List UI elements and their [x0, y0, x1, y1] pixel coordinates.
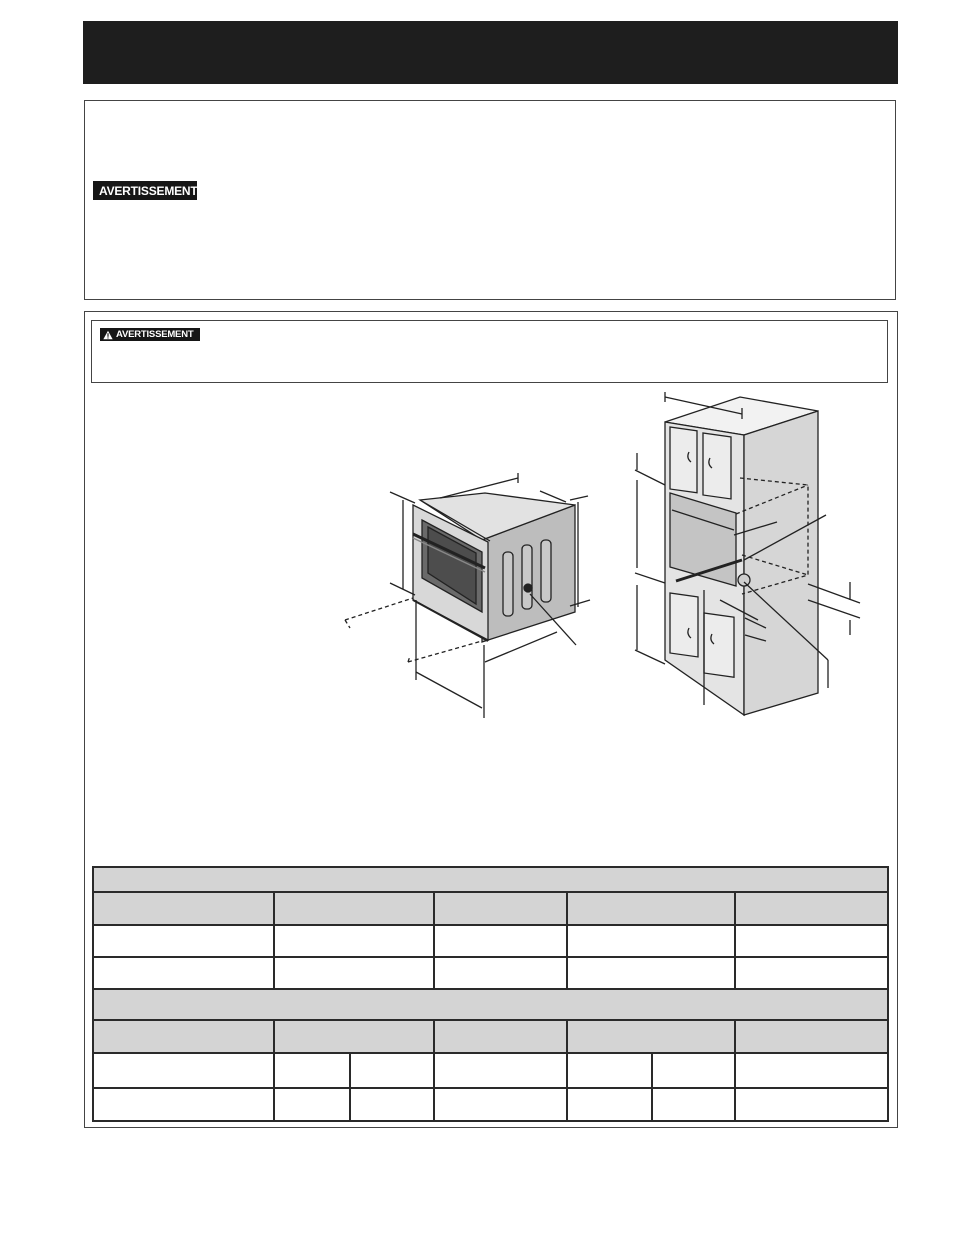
table-section-header — [92, 866, 889, 893]
table-cell — [736, 1089, 889, 1122]
table-row — [92, 958, 889, 990]
table-cell — [275, 926, 435, 958]
warning-badge-1 — [93, 181, 197, 200]
oven-figure — [345, 473, 590, 718]
cabinet-figure — [635, 392, 860, 715]
table-cell — [92, 958, 275, 990]
table-cell — [653, 1089, 736, 1122]
table-cell — [92, 926, 275, 958]
table-row — [92, 1089, 889, 1122]
table-cell — [736, 958, 889, 990]
table-cell — [351, 1089, 435, 1122]
table-cell — [435, 958, 568, 990]
table-header-cell — [435, 1021, 568, 1054]
table-header-row — [92, 893, 889, 926]
warning-badge-2 — [100, 328, 200, 341]
inner-warning-box — [91, 320, 888, 383]
warning-badge-label: AVERTISSEMENT — [99, 183, 198, 198]
table-cell — [275, 1054, 351, 1089]
table-cell — [275, 1089, 351, 1122]
table-header-cell — [736, 1021, 889, 1054]
section-title — [92, 866, 889, 893]
table-header-cell — [435, 893, 568, 926]
warning-badge-label: AVERTISSEMENT — [116, 329, 194, 340]
installation-diagram — [330, 385, 870, 725]
table-section-header — [92, 990, 889, 1021]
table-cell — [435, 1054, 568, 1089]
table-cell — [92, 1089, 275, 1122]
table-cell — [736, 926, 889, 958]
table-row — [92, 926, 889, 958]
table-cell — [568, 926, 736, 958]
table-cell — [568, 1054, 653, 1089]
table-header-row — [92, 1021, 889, 1054]
table-header-cell — [275, 893, 435, 926]
installation-notice-box — [84, 100, 896, 300]
table-cell — [653, 1054, 736, 1089]
table-cell — [568, 1089, 653, 1122]
table-cell — [736, 1054, 889, 1089]
table-row — [92, 1054, 889, 1089]
table-cell — [275, 958, 435, 990]
table-header-cell — [736, 893, 889, 926]
table-cell — [92, 1054, 275, 1089]
table-cell — [568, 958, 736, 990]
table-header-cell — [568, 893, 736, 926]
table-header-cell — [568, 1021, 736, 1054]
section-title — [92, 990, 889, 1021]
table-cell — [435, 926, 568, 958]
table-header-cell — [92, 1021, 275, 1054]
table-cell — [351, 1054, 435, 1089]
table-header-cell — [92, 893, 275, 926]
table-cell — [435, 1089, 568, 1122]
warning-triangle-icon — [103, 330, 113, 340]
table-header-cell — [275, 1021, 435, 1054]
page-header-bar — [83, 21, 898, 84]
